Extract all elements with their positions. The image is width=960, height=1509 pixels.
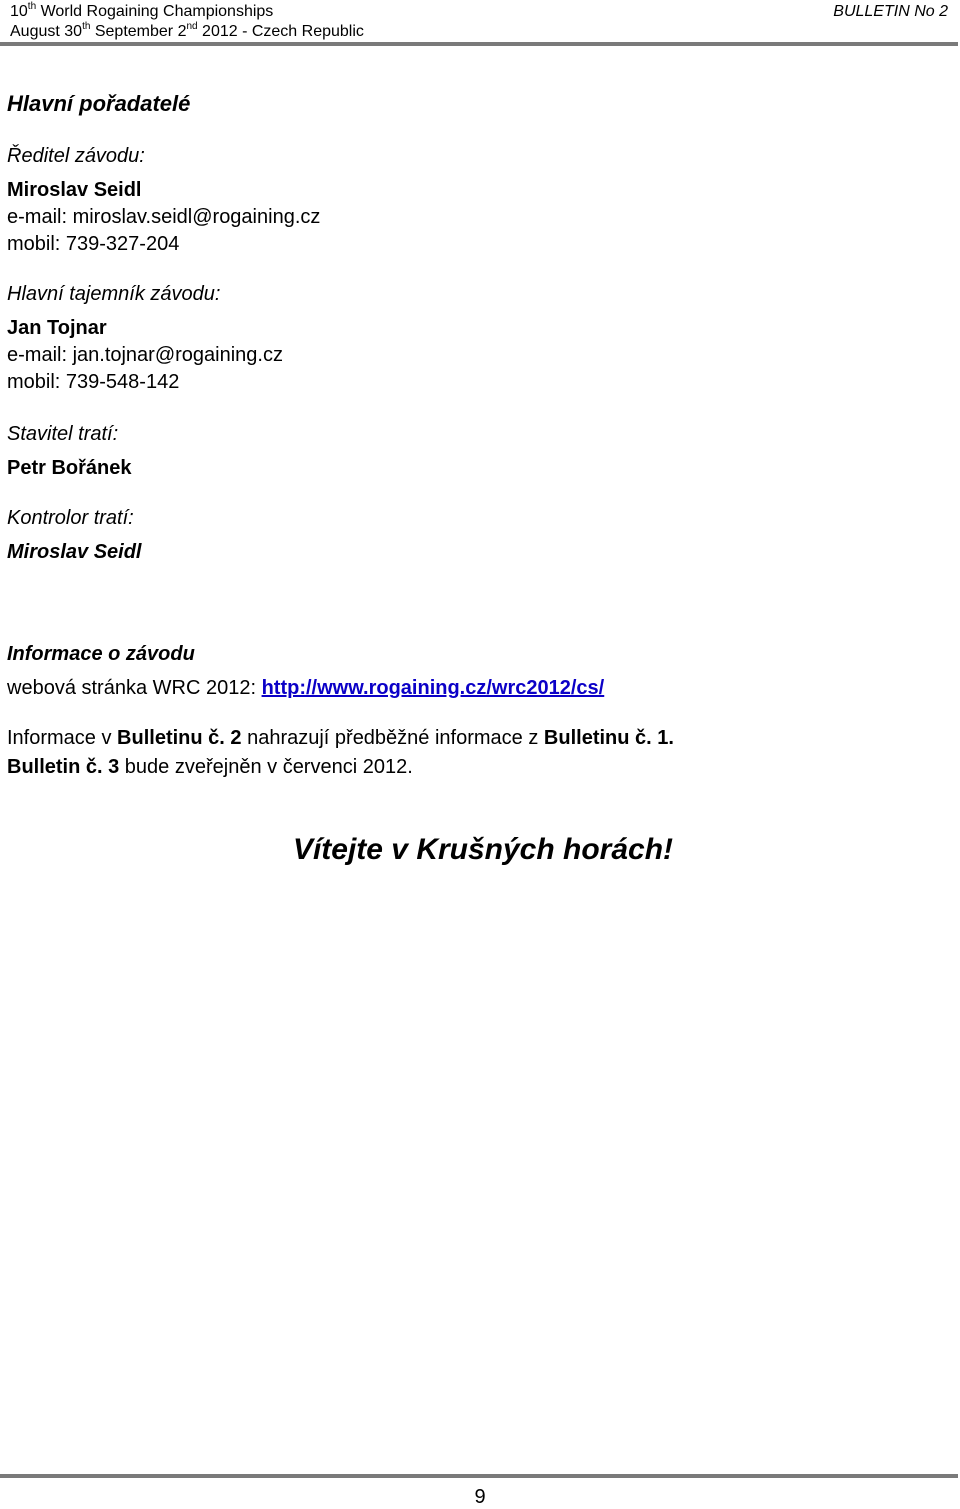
header-line-1 [10, 2, 952, 22]
info-text-3: bude zveřejněn v červenci 2012. [119, 756, 413, 778]
header-line-2 [10, 22, 952, 42]
header-divider [0, 42, 958, 46]
secretary-role: Hlavní tajemník závodu: [7, 283, 221, 305]
director-name: Miroslav Seidl [7, 179, 142, 201]
info-bulletin-3: Bulletin č. 3 [7, 756, 120, 778]
section-title: Hlavní pořadatelé [7, 91, 191, 116]
director-mobile: mobil: 739-327-204 [7, 233, 180, 255]
info-text-2: nahrazují předběžné informace z [241, 727, 544, 749]
course-setter-role: Stavitel tratí: [7, 423, 119, 445]
header-date-end: September 2 [90, 23, 187, 40]
info-bulletin-2: Bulletinu č. 2 [117, 727, 242, 749]
header-ordinal: 10 [10, 3, 28, 20]
website-link[interactable]: http://www.rogaining.cz/wrc2012/cs/ [261, 677, 605, 699]
info-paragraph [7, 724, 947, 782]
page-header [10, 2, 952, 42]
info-bulletin-1: Bulletinu č. 1. [543, 727, 674, 749]
header-date-start-suffix: th [82, 21, 91, 32]
header-date-end-suffix: nd [186, 21, 198, 32]
controller-role: Kontrolor tratí: [7, 507, 134, 529]
info-text-1: Informace v [7, 727, 118, 749]
secretary-name: Jan Tojnar [7, 317, 107, 339]
controller-name: Miroslav Seidl [7, 541, 142, 563]
director-role: Ředitel závodu: [7, 145, 145, 167]
bulletin-label: BULLETIN No 2 [833, 3, 948, 20]
header-location: 2012 - Czech Republic [197, 23, 364, 40]
page-number: 9 [474, 1486, 486, 1508]
website-label: webová stránka WRC 2012: [7, 677, 262, 699]
header-ordinal-suffix: th [27, 1, 37, 12]
info-title: Informace o závodu [7, 643, 195, 665]
secretary-mobile: mobil: 739-548-142 [7, 371, 180, 393]
welcome-heading: Vítejte v Krušných horách! [292, 833, 674, 866]
director-email: e-mail: miroslav.seidl@rogaining.cz [7, 206, 321, 228]
header-event-name: World Rogaining Championships [36, 3, 274, 20]
secretary-email: e-mail: jan.tojnar@rogaining.cz [7, 344, 283, 366]
course-setter-name: Petr Bořánek [7, 457, 132, 479]
header-date-start: August 30 [10, 23, 83, 40]
document-body [7, 90, 947, 870]
footer-divider [0, 1474, 958, 1478]
website-line [7, 674, 947, 702]
